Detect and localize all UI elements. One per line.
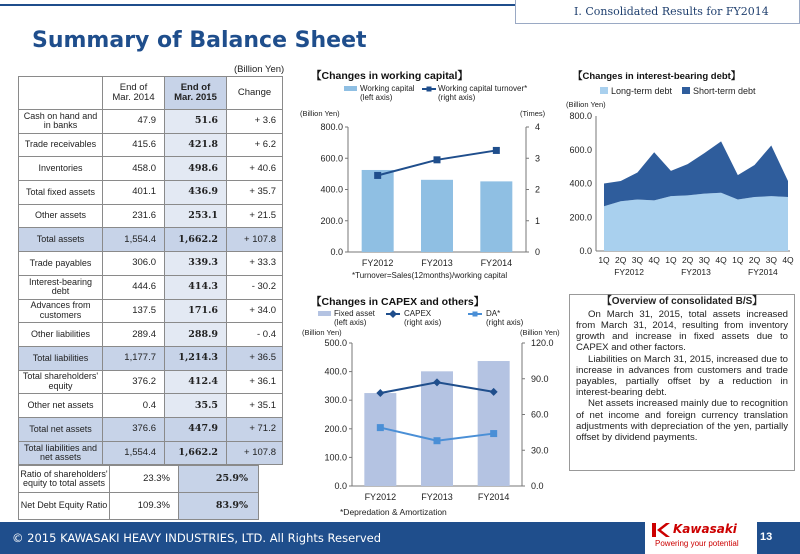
x-tick-label: 3Q (631, 255, 644, 265)
ratio-label: Ratio of shareholders' equity to total assets (19, 466, 110, 493)
table-row (19, 110, 283, 134)
y-tick-label: 0.0 (579, 246, 592, 256)
header-cell-change: Change (227, 77, 283, 110)
y-axis-label: (Billion Yen) (300, 109, 340, 118)
x-group-label: FY2012 (614, 267, 644, 277)
y-tick-label: 0.0 (334, 481, 347, 491)
table-row (19, 275, 283, 299)
chart-note: *Turnover=Sales(12months)/working capital (352, 271, 508, 280)
y-tick-label: 200.0 (320, 215, 343, 226)
debt-chart-title: 【Changes in interest-bearing debt】 (573, 71, 741, 82)
legend-swatch (344, 86, 357, 91)
table-row (19, 228, 283, 252)
value-2015: 171.6 (165, 299, 227, 323)
y-tick-label: 200.0 (569, 212, 592, 223)
value-2015: 412.4 (165, 370, 227, 394)
row-label: Total net assets (19, 417, 103, 441)
y-tick-label: 100.0 (324, 452, 347, 463)
table-row (19, 441, 283, 465)
value-2014: 401.1 (103, 181, 165, 205)
value-change: + 36.1 (227, 370, 283, 394)
y-tick-label: 200.0 (324, 423, 347, 434)
y2-tick-label: 2 (535, 184, 541, 195)
y-tick-label: 600.0 (320, 153, 343, 164)
value-2015: 1,662.2 (165, 441, 227, 465)
y2-tick-label: 0.0 (531, 481, 544, 491)
overview-box (569, 294, 795, 471)
overview-paragraph: Net assets increased mainly due to recognition of net income and foreign currency translation adjustments with depreciation of the yen, partially offset by dividend payments. (576, 398, 788, 444)
table-row (19, 346, 283, 370)
ratio-row (19, 493, 259, 520)
page-number: 13 (760, 531, 773, 543)
value-2014: 415.6 (103, 133, 165, 157)
section-label: I. Consolidated Results for FY2014 (515, 0, 800, 24)
value-2014: 458.0 (103, 157, 165, 181)
y-tick-label: 400.0 (324, 366, 347, 377)
legend-label: (right axis) (404, 318, 442, 327)
value-2015: 1,214.3 (165, 346, 227, 370)
x-tick-label: FY2014 (477, 492, 510, 502)
legend-swatch (427, 87, 432, 92)
row-label: Advances from customers (19, 299, 103, 323)
value-change: + 107.8 (227, 228, 283, 252)
y-tick-label: 800.0 (569, 111, 592, 121)
y2-tick-label: 1 (535, 215, 541, 226)
y-axis-label: (Billion Yen) (566, 100, 606, 109)
legend-swatch (682, 87, 690, 94)
interest-bearing-debt-chart (560, 80, 800, 285)
legend-swatch (389, 310, 397, 318)
y-axis-label: (Billion Yen) (302, 328, 342, 337)
capex-chart (296, 306, 566, 520)
legend-label: Working capital (360, 84, 415, 93)
legend-swatch (600, 87, 608, 94)
value-change: + 33.3 (227, 252, 283, 276)
value-change: + 36.5 (227, 346, 283, 370)
ratio-2014: 23.3% (110, 466, 179, 493)
ratio-label: Net Debt Equity Ratio (19, 493, 110, 520)
value-change: - 30.2 (227, 275, 283, 299)
table-row (19, 133, 283, 157)
legend-label: Working capital turnover* (438, 84, 528, 93)
value-2014: 137.5 (103, 299, 165, 323)
value-change: + 35.7 (227, 181, 283, 205)
row-label: Other assets (19, 204, 103, 228)
x-tick-label: 1Q (598, 255, 610, 265)
x-group-label: FY2013 (681, 267, 711, 277)
row-label: Total liabilities and net assets (19, 441, 103, 465)
value-2015: 339.3 (165, 252, 227, 276)
wc-chart-title: 【Changes in working capital】 (311, 70, 468, 82)
value-2014: 376.2 (103, 370, 165, 394)
line-point (434, 437, 441, 444)
legend-label: (left axis) (360, 93, 393, 102)
bar (478, 361, 510, 486)
x-tick-label: FY2012 (364, 492, 397, 502)
value-2015: 421.8 (165, 133, 227, 157)
row-label: Cash on hand and in banks (19, 110, 103, 134)
y-tick-label: 300.0 (324, 395, 347, 406)
line-point (493, 147, 500, 154)
value-change: + 40.6 (227, 157, 283, 181)
value-2014: 1,177.7 (103, 346, 165, 370)
y-tick-label: 800.0 (320, 122, 343, 132)
x-tick-label: 4Q (782, 255, 794, 265)
x-tick-label: 1Q (665, 255, 677, 265)
x-tick-label: 1Q (732, 255, 744, 265)
x-tick-label: 2Q (748, 255, 761, 265)
ratio-2015: 25.9% (179, 466, 259, 493)
value-2015: 447.9 (165, 417, 227, 441)
x-tick-label: 3Q (698, 255, 711, 265)
value-change: - 0.4 (227, 323, 283, 347)
line-point (374, 172, 381, 179)
kawasaki-mark-icon (652, 523, 670, 537)
x-group-label: FY2014 (748, 267, 778, 277)
page-title: Summary of Balance Sheet (32, 28, 367, 53)
value-change: + 34.0 (227, 299, 283, 323)
header-cell-2014: End of Mar. 2014 (103, 77, 165, 110)
value-2014: 289.4 (103, 323, 165, 347)
legend-label: CAPEX (404, 309, 432, 318)
capex-chart-title: 【Changes in CAPEX and others】 (311, 296, 485, 308)
value-2015: 288.9 (165, 323, 227, 347)
legend-swatch (318, 311, 331, 316)
ratio-table (18, 465, 259, 520)
legend-label: (right axis) (438, 93, 476, 102)
row-label: Total liabilities (19, 346, 103, 370)
working-capital-chart (296, 80, 560, 285)
balance-sheet-table (18, 76, 283, 465)
legend-label: Fixed asset (334, 309, 375, 318)
row-label: Interest-bearing debt (19, 275, 103, 299)
value-2015: 253.1 (165, 204, 227, 228)
y2-tick-label: 3 (535, 153, 541, 164)
legend-label: Short-term debt (693, 86, 756, 96)
bar (421, 180, 453, 252)
y2-axis-label: (Times) (520, 109, 546, 118)
ratio-2014: 109.3% (110, 493, 179, 520)
row-label: Inventories (19, 157, 103, 181)
ratio-row (19, 466, 259, 493)
y-tick-label: 400.0 (569, 178, 592, 189)
unit-label: (Billion Yen) (234, 64, 285, 75)
y-tick-label: 500.0 (324, 338, 347, 348)
y-tick-label: 400.0 (320, 184, 343, 195)
legend-label: (left axis) (334, 318, 367, 327)
company-logo: Kawasaki (673, 522, 737, 536)
legend-label: (right axis) (486, 318, 524, 327)
y2-tick-label: 120.0 (531, 338, 554, 348)
legend-swatch (473, 312, 478, 317)
legend-label: DA* (486, 309, 501, 318)
y2-tick-label: 30.0 (531, 445, 549, 456)
line-point (490, 430, 497, 437)
table-row (19, 323, 283, 347)
row-label: Trade payables (19, 252, 103, 276)
bar (421, 371, 453, 486)
y2-tick-label: 60.0 (531, 409, 549, 420)
y2-axis-label: (Billion Yen) (520, 328, 560, 337)
x-tick-label: 4Q (648, 255, 660, 265)
table-row (19, 204, 283, 228)
value-2015: 436.9 (165, 181, 227, 205)
x-tick-label: FY2013 (421, 258, 453, 268)
bar (364, 393, 396, 486)
copyright-text: © 2015 KAWASAKI HEAVY INDUSTRIES, LTD. All Rights Reserved (12, 531, 382, 545)
x-tick-label: 2Q (681, 255, 694, 265)
value-2014: 444.6 (103, 275, 165, 299)
row-label: Other net assets (19, 394, 103, 418)
y-tick-label: 600.0 (569, 144, 592, 155)
x-tick-label: 3Q (765, 255, 777, 265)
value-change: + 107.8 (227, 441, 283, 465)
y2-tick-label: 4 (535, 122, 541, 132)
value-2015: 51.6 (165, 110, 227, 134)
x-tick-label: 4Q (715, 255, 727, 265)
value-2014: 306.0 (103, 252, 165, 276)
company-tagline: Powering your potential (655, 539, 739, 548)
y-tick-label: 0.0 (330, 247, 343, 257)
area-long-term (604, 193, 788, 251)
table-row (19, 157, 283, 181)
line-point (434, 156, 441, 163)
value-change: + 21.5 (227, 204, 283, 228)
overview-paragraph: On March 31, 2015, total assets increased from March 31, 2014, resulting from inventory growth and increase in fixed assets due to CAPEX and other factors. (576, 308, 788, 354)
line-point (377, 424, 384, 431)
value-change: + 3.6 (227, 110, 283, 134)
value-change: + 6.2 (227, 133, 283, 157)
ratio-2015: 83.9% (179, 493, 259, 520)
table-row (19, 417, 283, 441)
row-label: Total shareholders' equity (19, 370, 103, 394)
value-2014: 0.4 (103, 394, 165, 418)
value-2015: 414.3 (165, 275, 227, 299)
header-cell-blank (19, 77, 103, 110)
legend-label: Long-term debt (611, 86, 673, 96)
row-label: Total fixed assets (19, 181, 103, 205)
x-tick-label: FY2013 (421, 492, 453, 502)
overview-title: 【Overview of consolidated B/S】 (601, 296, 763, 307)
y2-tick-label: 0 (535, 247, 541, 257)
table-row (19, 181, 283, 205)
table-row (19, 370, 283, 394)
bar (480, 181, 512, 252)
table-row (19, 252, 283, 276)
value-change: + 71.2 (227, 417, 283, 441)
chart-note: *Depredation & Amortization (340, 507, 447, 517)
value-2014: 1,554.4 (103, 228, 165, 252)
value-2014: 47.9 (103, 110, 165, 134)
x-tick-label: 2Q (615, 255, 627, 265)
bar (362, 170, 394, 252)
table-row (19, 394, 283, 418)
value-2014: 231.6 (103, 204, 165, 228)
row-label: Total assets (19, 228, 103, 252)
x-tick-label: FY2014 (480, 258, 513, 268)
table-row (19, 299, 283, 323)
overview-paragraph: Liabilities on March 31, 2015, increased due to increase in advances from customers and trade payables, partially offset by a reduction in interest-bearing debt. (576, 353, 788, 399)
x-tick-label: FY2012 (361, 258, 394, 268)
table-header-row (19, 77, 283, 110)
row-label: Other liabilities (19, 323, 103, 347)
row-label: Trade receivables (19, 133, 103, 157)
header-rule (0, 4, 515, 12)
value-2015: 35.5 (165, 394, 227, 418)
y2-tick-label: 90.0 (531, 373, 549, 384)
value-change: + 35.1 (227, 394, 283, 418)
value-2014: 1,554.4 (103, 441, 165, 465)
value-2015: 498.6 (165, 157, 227, 181)
value-2014: 376.6 (103, 417, 165, 441)
header-cell-2015: End of Mar. 2015 (165, 77, 227, 110)
value-2015: 1,662.2 (165, 228, 227, 252)
